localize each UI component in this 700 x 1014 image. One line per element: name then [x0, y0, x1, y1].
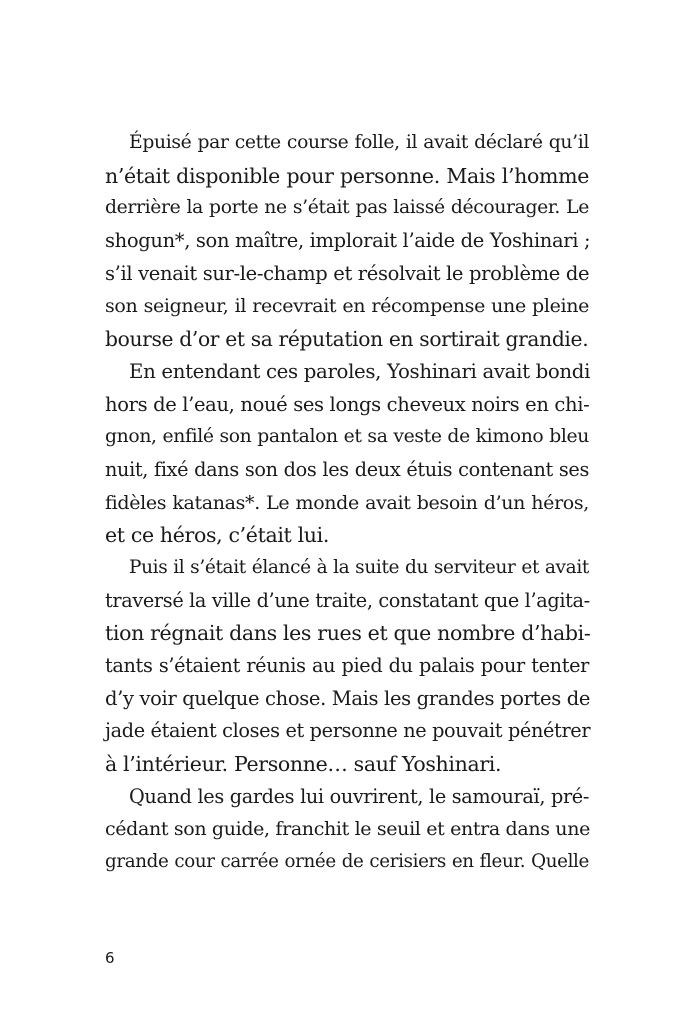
- paragraph-3-line-6: jade étaient closes et personne ne pouvait pénétrer: [105, 719, 591, 743]
- paragraph-3-line-2: traversé la ville d’une traite, constatant que l’agita-: [105, 588, 590, 612]
- paragraph-2-line-3: gnon, enfilé son pantalon et sa veste de kimono bleu: [105, 426, 589, 448]
- paragraph-2-line-2: hors de l’eau, noué ses longs cheveux noirs en chi-: [105, 392, 590, 416]
- paragraph-3-line-7: à l’intérieur. Personne… sauf Yoshinari.: [105, 752, 502, 777]
- paragraph-2-line-6: et ce héros, c’était lui.: [105, 523, 330, 548]
- paragraph-1-line-3: derrière la porte ne s’était pas laissé décourager. Le: [105, 197, 589, 219]
- paragraph-1-line-1: Épuisé par cette course folle, il avait déclaré qu’il: [129, 132, 589, 153]
- paragraph-1-line-2: n’était disponible pour personne. Mais l’homme: [105, 163, 589, 188]
- paragraph-4-line-3: grande cour carrée ornée de cerisiers en fleur. Quelle: [105, 851, 589, 873]
- paragraph-2-line-5: fidèles katanas*. Le monde avait besoin d’un héros,: [105, 491, 589, 514]
- paragraph-2-line-4: nuit, fixé dans son dos les deux étuis contenant ses: [105, 457, 589, 481]
- paragraph-4-line-2: cédant son guide, franchit le seuil et entra dans une: [105, 818, 590, 841]
- paragraph-1-line-6: son seigneur, il recevrait en récompense une pleine: [105, 295, 589, 318]
- paragraph-3-line-4: tants s’étaient réunis au pied du palais pour tenter: [105, 654, 589, 677]
- page-number: 6: [105, 949, 115, 967]
- paragraph-3-line-1: Puis il s’était élancé à la suite du serviteur et avait: [129, 556, 589, 578]
- paragraph-1-line-4: shogun*, son maître, implorait l’aide de Yoshinari ;: [105, 229, 591, 253]
- paragraph-1-line-5: s’il venait sur-le-champ et résolvait le problème de: [105, 261, 590, 285]
- paragraph-3-line-3: tion régnait dans les rues et que nombre d’habi-: [105, 621, 591, 646]
- paragraph-1-line-7: bourse d’or et sa réputation en sortirait grandie.: [105, 327, 589, 352]
- body-text: [105, 127, 589, 879]
- paragraph-3-line-5: d’y voir quelque chose. Mais les grandes portes de: [105, 686, 591, 710]
- paragraph-2-line-1: En entendant ces paroles, Yoshinari avait bondi: [129, 359, 591, 383]
- paragraph-4-line-1: Quand les gardes lui ouvrirent, le samouraï, pré-: [129, 784, 589, 808]
